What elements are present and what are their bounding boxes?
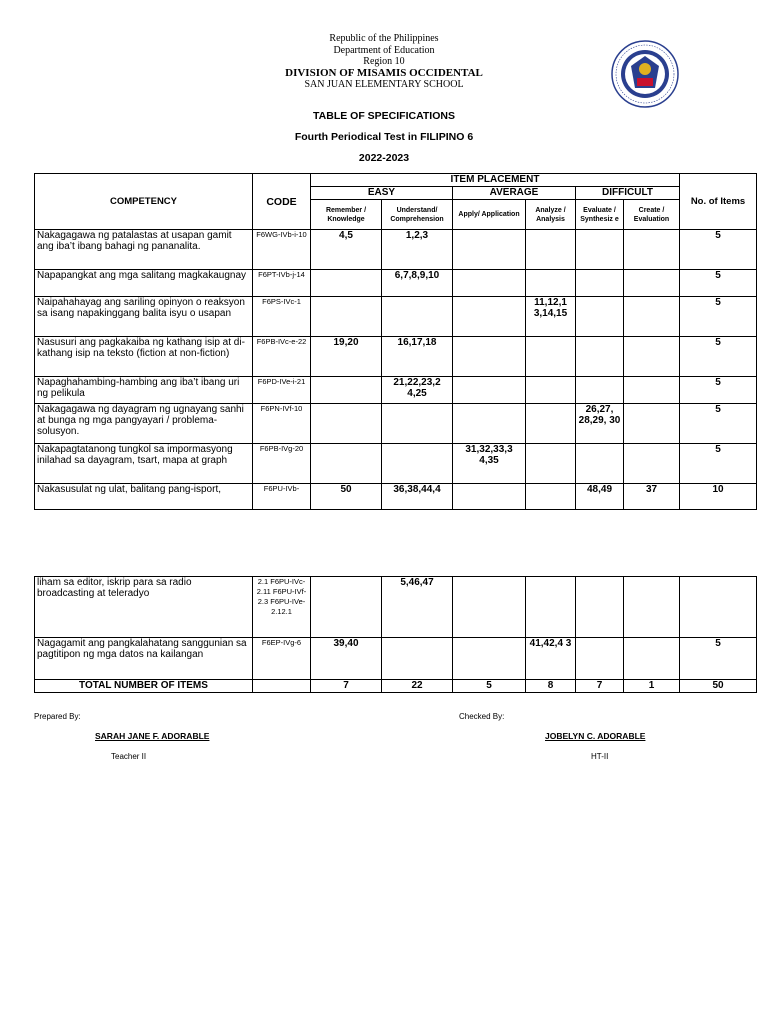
specifications-table-part2: [34, 576, 757, 693]
table-row: [35, 444, 757, 484]
cell-evaluate: 26,27, 28,29, 30: [576, 404, 624, 444]
cell-understand: 21,22,23,2 4,25: [382, 377, 453, 404]
cell-items: 5: [680, 444, 757, 484]
cell-items: 10: [680, 484, 757, 510]
cell-remember: 50: [311, 484, 382, 510]
totals-understand: 22: [382, 680, 453, 693]
title-tos: TABLE OF SPECIFICATIONS: [313, 110, 455, 122]
cell-remember: [311, 377, 382, 404]
cell-remember: [311, 297, 382, 337]
cell-code: F6PT-IVb-j-14: [253, 270, 311, 297]
totals-analyze: 8: [526, 680, 576, 693]
cell-understand: 36,38,44,4: [382, 484, 453, 510]
cell-apply: [453, 297, 526, 337]
cell-code: F6PB-IVc-e-22: [253, 337, 311, 377]
cell-understand: [382, 297, 453, 337]
cell-competency: Nakasusulat ng ulat, balitang pang-isport,: [35, 484, 253, 510]
table-row: [35, 404, 757, 444]
cell-create: [624, 270, 680, 297]
header-remember: Remember / Knowledge: [311, 200, 382, 230]
cell-analyze: [526, 444, 576, 484]
cell-evaluate: [576, 638, 624, 680]
cell-analyze: [526, 404, 576, 444]
specifications-table-part1: [34, 173, 757, 510]
cell-remember: [311, 270, 382, 297]
totals-evaluate: 7: [576, 680, 624, 693]
header-code: CODE: [253, 174, 311, 230]
cell-evaluate: [576, 270, 624, 297]
header-easy: EASY: [311, 187, 453, 200]
cell-apply: [453, 577, 526, 638]
cell-apply: [453, 404, 526, 444]
cell-evaluate: [576, 377, 624, 404]
header-item-placement: ITEM PLACEMENT: [311, 174, 680, 187]
deped-seal-icon: [611, 40, 679, 108]
cell-remember: 39,40: [311, 638, 382, 680]
cell-items: 5: [680, 297, 757, 337]
prepared-by-title: Teacher II: [111, 752, 147, 761]
header-competency: COMPETENCY: [35, 174, 253, 230]
cell-evaluate: 48,49: [576, 484, 624, 510]
cell-analyze: 41,42,4 3: [526, 638, 576, 680]
cell-create: [624, 230, 680, 270]
cell-competency: Nakapagtatanong tungkol sa impormasyong inilahad sa dayagram, tsart, mapa at graph: [35, 444, 253, 484]
cell-remember: [311, 444, 382, 484]
cell-analyze: [526, 484, 576, 510]
table-row: [35, 230, 757, 270]
cell-code: F6PU-IVb-: [253, 484, 311, 510]
header-line-republic: Republic of the Philippines: [329, 33, 439, 44]
header-difficult: DIFFICULT: [576, 187, 680, 200]
cell-understand: 1,2,3: [382, 230, 453, 270]
cell-remember: 19,20: [311, 337, 382, 377]
header-analyze: Analyze / Analysis: [526, 200, 576, 230]
table-row: [35, 297, 757, 337]
cell-apply: 31,32,33,3 4,35: [453, 444, 526, 484]
cell-create: [624, 377, 680, 404]
cell-analyze: 11,12,1 3,14,15: [526, 297, 576, 337]
cell-apply: [453, 484, 526, 510]
prepared-by-name: SARAH JANE F. ADORABLE: [95, 731, 210, 741]
header-line-department: Department of Education: [333, 44, 435, 56]
cell-create: [624, 577, 680, 638]
cell-apply: [453, 230, 526, 270]
cell-items: [680, 577, 757, 638]
cell-create: [624, 404, 680, 444]
cell-understand: 16,17,18: [382, 337, 453, 377]
checked-by-label: Checked By:: [459, 712, 505, 721]
cell-create: [624, 444, 680, 484]
cell-items: 5: [680, 638, 757, 680]
checked-by-name: JOBELYN C. ADORABLE: [545, 731, 646, 741]
cell-evaluate: [576, 444, 624, 484]
cell-analyze: [526, 377, 576, 404]
header-apply: Apply/ Application: [453, 200, 526, 230]
cell-code: F6EP-IVg-6: [253, 638, 311, 680]
title-test: Fourth Periodical Test in FILIPINO 6: [294, 131, 474, 143]
cell-create: 37: [624, 484, 680, 510]
cell-code: F6PD-IVe-i-21: [253, 377, 311, 404]
cell-code: F6PN-IVf-10: [253, 404, 311, 444]
cell-analyze: [526, 577, 576, 638]
cell-analyze: [526, 337, 576, 377]
cell-create: [624, 638, 680, 680]
cell-items: 5: [680, 270, 757, 297]
header-create: Create / Evaluation: [624, 200, 680, 230]
cell-apply: [453, 270, 526, 297]
cell-analyze: [526, 230, 576, 270]
totals-row: [35, 680, 757, 693]
table-row: [35, 484, 757, 510]
cell-items: 5: [680, 337, 757, 377]
totals-label: TOTAL NUMBER OF ITEMS: [35, 680, 253, 693]
document-titles: [0, 109, 768, 172]
checked-by-title: HT-II: [591, 752, 609, 761]
cell-items: 5: [680, 404, 757, 444]
table-row: [35, 337, 757, 377]
header-evaluate: Evaluate / Synthesiz e: [576, 200, 624, 230]
cell-understand: 5,46,47: [382, 577, 453, 638]
table-row: [35, 577, 757, 638]
cell-remember: [311, 404, 382, 444]
header-division: DIVISION OF MISAMIS OCCIDENTAL: [285, 66, 483, 79]
cell-analyze: [526, 270, 576, 297]
cell-competency: Nagagamit ang pangkalahatang sanggunian sa pagtitipon ng mga datos na kailangan: [35, 638, 253, 680]
totals-code: [253, 680, 311, 693]
cell-understand: [382, 404, 453, 444]
cell-create: [624, 337, 680, 377]
cell-understand: 6,7,8,9,10: [382, 270, 453, 297]
cell-evaluate: [576, 337, 624, 377]
cell-code: F6PS-IVc-1: [253, 297, 311, 337]
cell-competency: Nasusuri ang pagkakaiba ng kathang isip at di-kathang isip na teksto (fiction at non-fiction): [35, 337, 253, 377]
header-understand: Understand/ Comprehension: [382, 200, 453, 230]
cell-code: F6PB-IVg-20: [253, 444, 311, 484]
cell-evaluate: [576, 577, 624, 638]
header-average: AVERAGE: [453, 187, 576, 200]
table-body-part1: [35, 230, 757, 510]
totals-remember: 7: [311, 680, 382, 693]
cell-code: 2.1 F6PU-IVc-2.11 F6PU-IVf-2.3 F6PU-IVe-2.12.1: [253, 577, 311, 638]
cell-evaluate: [576, 230, 624, 270]
table-row: [35, 270, 757, 297]
table-row: [35, 638, 757, 680]
header-school: SAN JUAN ELEMENTARY SCHOOL: [304, 79, 464, 90]
cell-items: 5: [680, 377, 757, 404]
cell-remember: 4,5: [311, 230, 382, 270]
table-body-part2: [35, 577, 757, 680]
table-row: [35, 377, 757, 404]
cell-create: [624, 297, 680, 337]
cell-code: F6WG-IVb-i-10: [253, 230, 311, 270]
cell-apply: [453, 638, 526, 680]
prepared-by-label: Prepared By:: [34, 712, 81, 721]
totals-items: 50: [680, 680, 757, 693]
cell-competency: Nakagagawa ng patalastas at usapan gamit ang iba’t ibang bahagi ng pananalita.: [35, 230, 253, 270]
cell-competency: liham sa editor, iskrip para sa radio broadcasting at teleradyo: [35, 577, 253, 638]
cell-competency: Napaghahambing-hambing ang iba’t ibang uri ng pelikula: [35, 377, 253, 404]
totals-apply: 5: [453, 680, 526, 693]
cell-apply: [453, 337, 526, 377]
title-year: 2022-2023: [358, 152, 410, 164]
cell-evaluate: [576, 297, 624, 337]
cell-understand: [382, 638, 453, 680]
header-no-of-items: No. of Items: [680, 174, 757, 230]
totals-create: 1: [624, 680, 680, 693]
cell-competency: Nakagagawa ng dayagram ng ugnayang sanhi at bunga ng mga pangyayari / problema-solusyon.: [35, 404, 253, 444]
cell-understand: [382, 444, 453, 484]
cell-competency: Napapangkat ang mga salitang magkakaugnay: [35, 270, 253, 297]
cell-items: 5: [680, 230, 757, 270]
cell-remember: [311, 577, 382, 638]
header-line-region: Region 10: [363, 56, 405, 67]
cell-competency: Naipahahayag ang sariling opinyon o reaksyon sa isang napakinggang balita isyu o usapan: [35, 297, 253, 337]
cell-apply: [453, 377, 526, 404]
